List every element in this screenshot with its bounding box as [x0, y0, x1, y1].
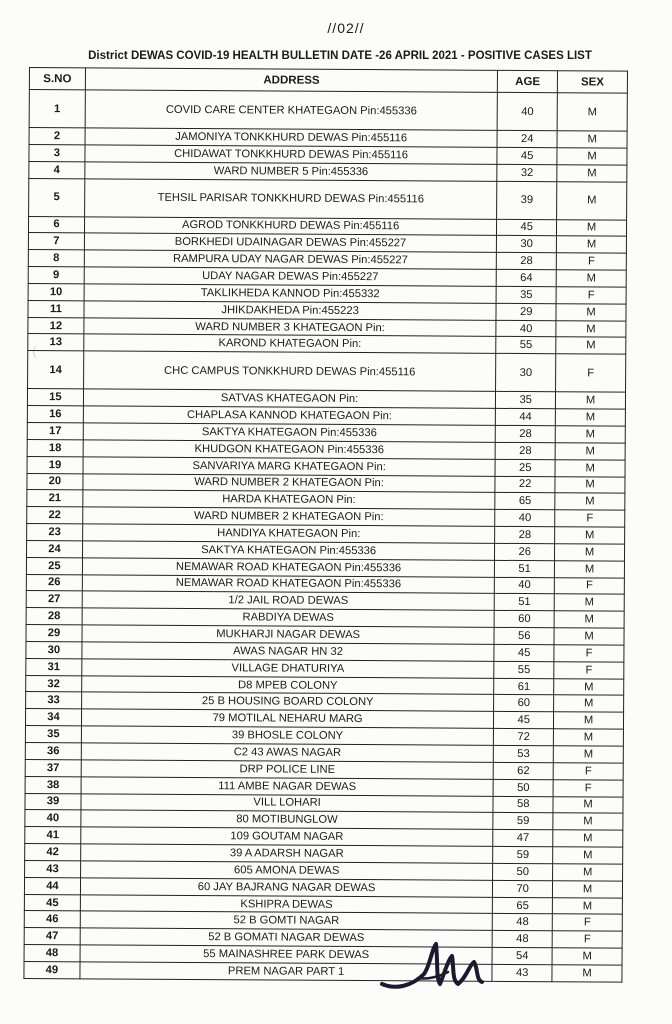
cell-sex: M: [553, 880, 623, 897]
cell-address: 80 MOTIBUNGLOW: [81, 810, 493, 829]
cell-sno: 3: [29, 144, 85, 161]
cell-age: 64: [496, 269, 556, 286]
cell-address: BORKHEDI UDAINAGAR DEWAS Pin:455227: [84, 233, 496, 252]
cell-sex: F: [554, 645, 624, 662]
cell-age: 48: [492, 931, 552, 948]
cell-sno: 36: [25, 742, 81, 759]
cell-sno: 16: [27, 406, 83, 423]
cell-age: 35: [496, 286, 556, 303]
cell-age: 56: [494, 627, 554, 644]
cell-sno: 46: [24, 911, 80, 928]
cell-sno: 35: [25, 726, 81, 743]
table-row: [28, 351, 626, 393]
cell-sno: 8: [28, 250, 84, 267]
cell-sno: 44: [24, 877, 80, 894]
cell-age: 65: [493, 897, 553, 914]
cell-sex: M: [556, 303, 626, 320]
cell-age: 50: [493, 779, 553, 796]
cell-sex: M: [557, 164, 627, 181]
cell-sno: 29: [26, 625, 82, 642]
cell-sno: 15: [27, 389, 83, 406]
cell-age: 29: [496, 303, 556, 320]
cell-sex: M: [552, 897, 622, 914]
cell-address: NEMAWAR ROAD KHATEGAON Pin:455336: [82, 574, 494, 593]
cell-sno: 39: [25, 793, 81, 810]
cell-address: D8 MPEB COLONY: [82, 675, 494, 694]
cell-sex: M: [556, 270, 626, 287]
cell-sex: M: [554, 594, 624, 611]
cell-sex: M: [557, 181, 627, 219]
cell-age: 43: [492, 964, 552, 981]
cell-age: 51: [494, 594, 554, 611]
cell-address: CHIDAWAT TONKKHURD DEWAS Pin:455116: [85, 145, 497, 164]
cell-address: AGROD TONKKHURD DEWAS Pin:455116: [84, 216, 496, 235]
table-row: [29, 90, 627, 132]
cell-sex: F: [554, 661, 624, 678]
cell-sex: M: [553, 796, 623, 813]
cell-address: 52 B GOMATI NAGAR DEWAS: [80, 928, 492, 947]
cell-sno: 41: [25, 827, 81, 844]
handwritten-signature: [378, 934, 488, 998]
cell-address: HANDIYA KHATEGAON Pin:: [83, 524, 495, 543]
cell-age: 53: [494, 745, 554, 762]
cell-sex: M: [553, 830, 623, 847]
cell-sno: 48: [24, 945, 80, 962]
cell-sno: 7: [28, 233, 84, 250]
cell-address: SAKTYA KHATEGAON Pin:455336: [83, 423, 495, 442]
cell-age: 58: [493, 796, 553, 813]
cell-sex: M: [557, 131, 627, 148]
cell-sno: 9: [28, 267, 84, 284]
cell-sno: 33: [26, 692, 82, 709]
bulletin-title: District DEWAS COVID-19 HEALTH BULLETIN DATE -26 APRIL 2021 - POSITIVE CASES LIST: [88, 50, 592, 62]
cell-sex: M: [556, 320, 626, 337]
cell-sno: 30: [26, 641, 82, 658]
cell-sex: M: [554, 729, 624, 746]
cell-address: JHIKDAKHEDA Pin:455223: [84, 301, 496, 320]
cell-sno: 49: [24, 961, 80, 978]
cell-address: 1/2 JAIL ROAD DEWAS: [82, 591, 494, 610]
col-header-age: AGE: [498, 70, 558, 92]
cell-sex: M: [555, 459, 625, 476]
cell-address: AWAS NAGAR HN 32: [82, 642, 494, 661]
cell-address: KSHIPRA DEWAS: [80, 894, 492, 913]
cell-age: 59: [493, 846, 553, 863]
cell-sno: 6: [28, 216, 84, 233]
cell-sex: F: [554, 577, 624, 594]
cell-sex: F: [556, 253, 626, 270]
cell-address: WARD NUMBER 5 Pin:455336: [85, 162, 497, 181]
cell-sex: M: [553, 864, 623, 881]
cell-sno: 43: [25, 860, 81, 877]
cell-address: CHC CAMPUS TONKKHURD DEWAS Pin:455116: [83, 351, 496, 392]
cell-sex: F: [552, 914, 622, 931]
cell-sex: M: [555, 443, 625, 460]
cell-age: 54: [492, 947, 552, 964]
cell-sno: 14: [28, 351, 84, 389]
cell-address: VILL LOHARI: [81, 793, 493, 812]
cell-age: 40: [496, 320, 556, 337]
cell-address: C2 43 AWAS NAGAR: [81, 743, 493, 762]
cell-sno: 23: [27, 524, 83, 541]
cell-age: 30: [497, 236, 557, 253]
cell-address: JAMONIYA TONKKHURD DEWAS Pin:455116: [85, 128, 497, 147]
cell-sno: 27: [26, 591, 82, 608]
table-body: [24, 90, 627, 982]
cell-sex: M: [556, 392, 626, 409]
cell-sex: M: [553, 746, 623, 763]
cell-sno: 2: [29, 128, 85, 145]
cell-sno: 13: [28, 334, 84, 351]
cell-address: SANVARIYA MARG KHATEGAON Pin:: [83, 456, 495, 475]
cell-address: VILLAGE DHATURIYA: [82, 659, 494, 678]
cell-sex: F: [556, 287, 626, 304]
cell-sno: 31: [26, 658, 82, 675]
cell-sex: M: [555, 544, 625, 561]
cell-age: 70: [493, 880, 553, 897]
cell-age: 28: [495, 526, 555, 543]
cell-age: 24: [497, 130, 557, 147]
cell-age: 59: [493, 813, 553, 830]
cell-sno: 21: [27, 490, 83, 507]
cell-address: PREM NAGAR PART 1: [80, 962, 492, 981]
cell-address: MUKHARJI NAGAR DEWAS: [82, 625, 494, 644]
cell-sex: M: [552, 965, 622, 982]
cell-address: 60 JAY BAJRANG NAGAR DEWAS: [80, 878, 492, 897]
cell-address: SATVAS KHATEGAON Pin:: [83, 389, 495, 408]
cell-sex: M: [555, 426, 625, 443]
cell-address: RABDIYA DEWAS: [82, 608, 494, 627]
cell-age: 45: [497, 219, 557, 236]
table-row: [29, 178, 627, 220]
cell-age: 47: [493, 830, 553, 847]
cell-address: TEHSIL PARISAR TONKKHURD DEWAS Pin:455116: [84, 178, 497, 219]
cell-address: WARD NUMBER 3 KHATEGAON Pin:: [84, 317, 496, 336]
cell-sex: M: [554, 611, 624, 628]
cell-sex: M: [553, 847, 623, 864]
cell-sno: 24: [27, 540, 83, 557]
cell-sex: F: [556, 354, 626, 392]
cell-sno: 11: [28, 300, 84, 317]
cell-age: 40: [495, 577, 555, 594]
cell-sex: M: [555, 560, 625, 577]
cell-address: 111 AMBE NAGAR DEWAS: [81, 777, 493, 796]
cell-sno: 22: [27, 507, 83, 524]
cell-address: 25 B HOUSING BOARD COLONY: [81, 692, 493, 711]
cell-age: 60: [494, 611, 554, 628]
col-header-sex: SEX: [558, 71, 628, 93]
cell-age: 48: [493, 914, 553, 931]
cell-address: 52 B GOMTI NAGAR: [80, 911, 492, 930]
cell-address: KHUDGON KHATEGAON Pin:455336: [83, 440, 495, 459]
cell-age: 22: [495, 476, 555, 493]
cell-sex: M: [557, 93, 627, 131]
cell-sex: M: [553, 813, 623, 830]
cell-sno: 20: [27, 473, 83, 490]
cell-age: 55: [496, 337, 556, 354]
cell-sno: 34: [25, 709, 81, 726]
cell-address: NEMAWAR ROAD KHATEGAON Pin:455336: [82, 558, 494, 577]
cell-address: CHAPLASA KANNOD KHATEGAON Pin:: [83, 406, 495, 425]
cell-sno: 37: [25, 759, 81, 776]
cell-address: TAKLIKHEDA KANNOD Pin:455332: [84, 284, 496, 303]
cell-age: 40: [497, 92, 557, 130]
cell-address: KAROND KHATEGAON Pin:: [84, 334, 496, 353]
cell-age: 39: [497, 181, 557, 219]
cell-sno: 38: [25, 776, 81, 793]
cell-sno: 19: [27, 456, 83, 473]
cell-address: UDAY NAGAR DEWAS Pin:455227: [84, 267, 496, 286]
cell-age: 30: [496, 354, 556, 392]
cell-sno: 4: [29, 161, 85, 178]
cell-age: 28: [495, 442, 555, 459]
cell-sno: 28: [26, 608, 82, 625]
cell-address: 39 BHOSLE COLONY: [81, 726, 493, 745]
cell-age: 35: [496, 392, 556, 409]
col-header-address: ADDRESS: [85, 68, 498, 93]
cell-sex: M: [554, 695, 624, 712]
col-header-sno: S.NO: [29, 68, 85, 90]
cell-sno: 25: [26, 557, 82, 574]
cell-sex: M: [555, 493, 625, 510]
cell-sno: 32: [26, 675, 82, 692]
page-number: //02//: [327, 20, 365, 36]
cell-sex: M: [557, 236, 627, 253]
cell-age: 72: [494, 729, 554, 746]
cell-sex: M: [554, 628, 624, 645]
cell-age: 26: [495, 543, 555, 560]
cell-sex: M: [556, 337, 626, 354]
cell-address: 109 GOUTAM NAGAR: [81, 827, 493, 846]
cell-sex: M: [554, 678, 624, 695]
cell-sex: F: [552, 931, 622, 948]
cell-sex: M: [557, 219, 627, 236]
cell-sex: M: [555, 409, 625, 426]
cell-address: RAMPURA UDAY NAGAR DEWAS Pin:455227: [84, 250, 496, 269]
cell-address: COVID CARE CENTER KHATEGAON Pin:455336: [85, 90, 498, 131]
cell-sno: 1: [29, 90, 85, 128]
cell-sex: F: [553, 763, 623, 780]
cell-age: 50: [493, 863, 553, 880]
cell-address: 39 A ADARSH NAGAR: [81, 844, 493, 863]
cell-age: 25: [495, 459, 555, 476]
cell-sex: M: [557, 148, 627, 165]
cell-address: WARD NUMBER 2 KHATEGAON Pin:: [83, 507, 495, 526]
cell-sno: 42: [25, 844, 81, 861]
cell-sex: M: [555, 527, 625, 544]
cell-age: 28: [497, 253, 557, 270]
table-row: [24, 961, 622, 981]
cell-sno: 17: [27, 422, 83, 439]
cell-sex: M: [554, 712, 624, 729]
cell-age: 61: [494, 678, 554, 695]
cell-address: 55 MAINASHREE PARK DEWAS: [80, 945, 492, 964]
cell-sno: 10: [28, 283, 84, 300]
cell-age: 45: [494, 644, 554, 661]
cell-age: 32: [497, 164, 557, 181]
cell-address: DRP POLICE LINE: [81, 760, 493, 779]
cell-sex: F: [553, 779, 623, 796]
cell-age: 44: [496, 408, 556, 425]
cell-age: 55: [494, 661, 554, 678]
cell-address: HARDA KHATEGAON Pin:: [83, 490, 495, 509]
cell-sno: 47: [24, 928, 80, 945]
cell-sno: 40: [25, 810, 81, 827]
cell-address: 79 MOTILAL NEHARU MARG: [81, 709, 493, 728]
cell-age: 45: [494, 712, 554, 729]
cell-age: 51: [495, 560, 555, 577]
cell-sno: 45: [24, 894, 80, 911]
cell-sex: M: [552, 948, 622, 965]
cell-address: SAKTYA KHATEGAON Pin:455336: [82, 541, 494, 560]
cell-age: 62: [493, 762, 553, 779]
positive-cases-table: [23, 67, 628, 982]
cell-age: 40: [495, 510, 555, 527]
cell-sno: 12: [28, 317, 84, 334]
cell-sno: 26: [26, 574, 82, 591]
cell-sno: 5: [29, 178, 85, 216]
cell-address: WARD NUMBER 2 KHATEGAON Pin:: [83, 473, 495, 492]
cell-sex: F: [555, 510, 625, 527]
cell-age: 45: [497, 147, 557, 164]
cell-age: 65: [495, 493, 555, 510]
cell-age: 60: [494, 695, 554, 712]
cell-age: 28: [495, 425, 555, 442]
cell-address: 605 AMONA DEWAS: [80, 861, 492, 880]
cell-sex: M: [555, 476, 625, 493]
cell-sno: 18: [27, 439, 83, 456]
